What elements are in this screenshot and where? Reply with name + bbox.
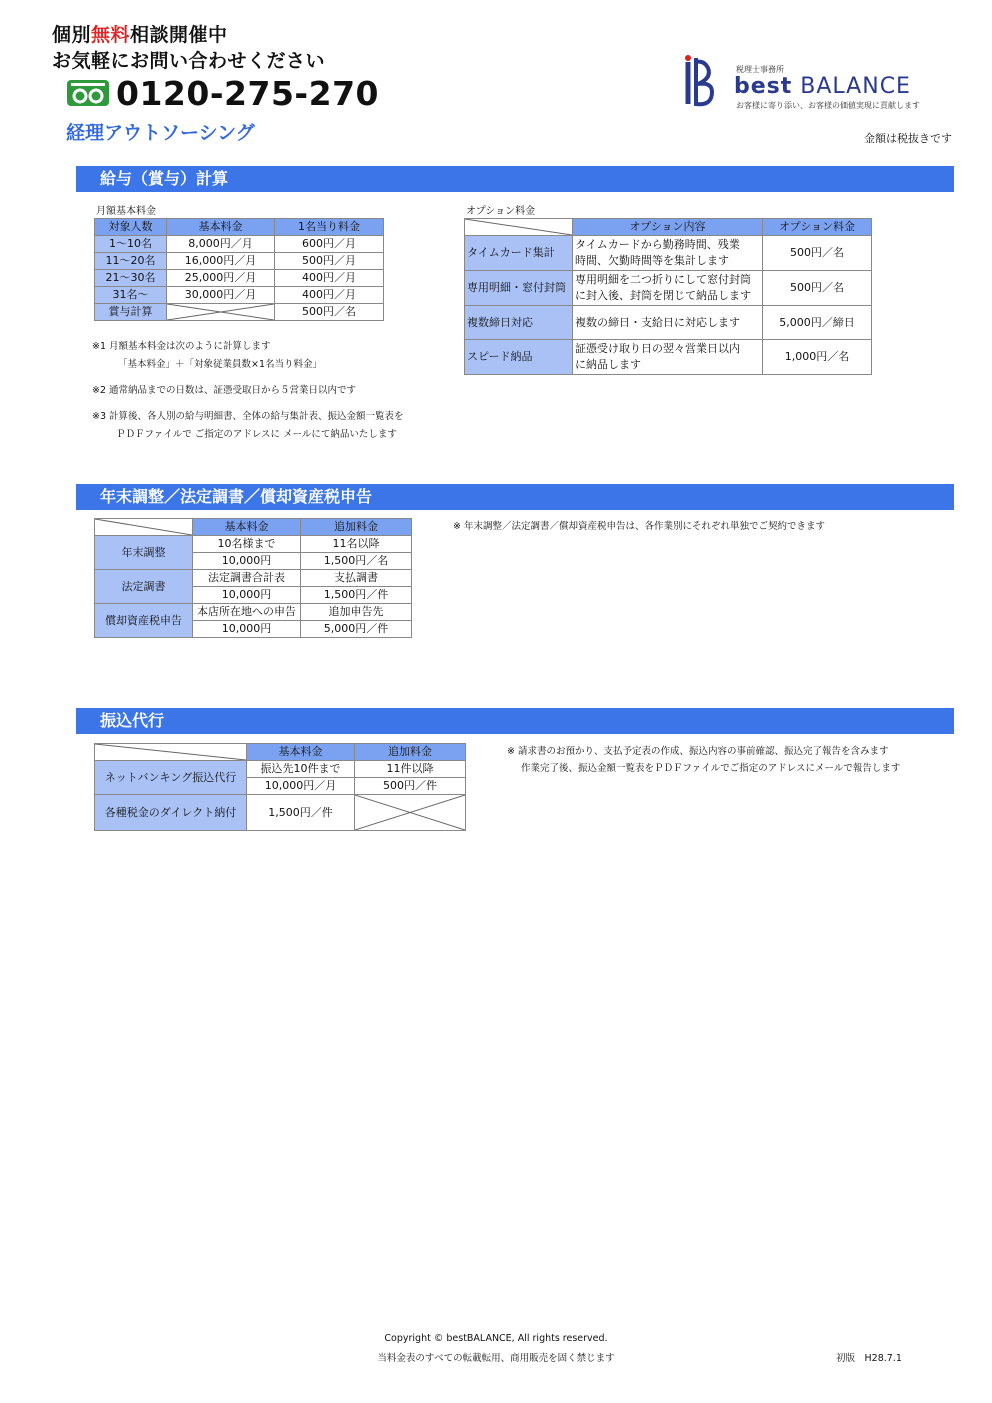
corner-cell	[95, 744, 247, 761]
yearend-fee-table	[94, 518, 412, 638]
table-cell: 1,500円／名	[301, 553, 412, 570]
table-cell: 1～10名	[95, 236, 167, 253]
table-header: 対象人数	[95, 219, 167, 236]
headline-free-consult	[52, 22, 228, 48]
logo-mark-icon	[682, 54, 722, 112]
table-row	[95, 253, 384, 270]
table-cell: 複数締日対応	[465, 306, 573, 340]
table-header: オプション内容	[573, 219, 763, 236]
footer-version: 初版 H28.7.1	[836, 1353, 902, 1364]
headline-contact: お気軽にお問い合わせください	[52, 50, 326, 72]
table-cell: 複数の締日・支給日に対応します	[573, 306, 763, 340]
table-cell	[573, 236, 763, 271]
table-cell: 5,000円／締日	[763, 306, 872, 340]
table-header: 追加料金	[355, 744, 466, 761]
table-cell: 法定調書合計表	[193, 570, 301, 587]
monthly-fee-table	[94, 218, 384, 321]
note-line: ※1 月額基本料金は次のように計算します	[92, 341, 271, 352]
note-line: ※2 通常納品までの日数は、証憑受取日から５営業日以内です	[92, 385, 357, 396]
table-cell: ネットバンキング振込代行	[95, 761, 247, 795]
payroll-notes	[92, 340, 452, 442]
option-caption: オプション料金	[466, 206, 536, 217]
table-row	[95, 236, 384, 253]
transfer-note-2: 作業完了後、振込金額一覧表をＰＤＦファイルでご指定のアドレスにメールで報告します	[521, 763, 901, 774]
page-subtitle: 経理アウトソーシング	[66, 122, 255, 144]
table-cell: 500円／名	[763, 271, 872, 306]
section-bar-yearend: 年末調整／法定調書／償却資産税申告	[76, 484, 954, 510]
table-cell: 10,000円	[193, 587, 301, 604]
table-header: オプション料金	[763, 219, 872, 236]
table-cell: 11～20名	[95, 253, 167, 270]
table-cell: 500円／名	[275, 304, 384, 321]
table-header: 追加料金	[301, 519, 412, 536]
option-fee-table	[464, 218, 872, 375]
table-cell: 1,000円／名	[763, 340, 872, 375]
empty-cell-crossed	[355, 795, 466, 831]
headline-free-text: 無料	[91, 24, 131, 46]
table-header: 基本料金	[167, 219, 275, 236]
table-row	[95, 570, 412, 587]
logo-name-bold: best	[734, 74, 793, 99]
transfer-fee-table	[94, 743, 466, 831]
table-row	[95, 304, 384, 321]
table-row	[95, 287, 384, 304]
table-cell: 法定調書	[95, 570, 193, 604]
table-header-row	[95, 744, 466, 761]
table-cell: 400円／月	[275, 287, 384, 304]
note-line: ※3 計算後、各人別の給与明細書、全体の給与集計表、振込金額一覧表を	[92, 411, 404, 422]
headline-part: 個別	[52, 24, 92, 46]
freedial-icon	[66, 79, 110, 107]
section-bar-transfer: 振込代行	[76, 708, 954, 734]
desc-line: 証憑受け取り日の翌々営業日以内	[575, 342, 740, 355]
table-cell: 500円／件	[355, 778, 466, 795]
table-cell: 10,000円	[193, 553, 301, 570]
table-cell: 10名様まで	[193, 536, 301, 553]
table-cell: 11名以降	[301, 536, 412, 553]
company-logo	[682, 54, 932, 114]
table-cell: 8,000円／月	[167, 236, 275, 253]
desc-line: 時間、欠勤時間等を集計します	[575, 254, 729, 267]
table-row	[465, 271, 872, 306]
transfer-note-1: ※ 請求書のお預かり、支払予定表の作成、振込内容の事前確認、振込完了報告を含みます	[507, 746, 889, 757]
table-cell: 追加申告先	[301, 604, 412, 621]
table-cell: 10,000円	[193, 621, 301, 638]
table-cell: 支払調書	[301, 570, 412, 587]
table-row	[95, 761, 466, 778]
desc-line: に納品します	[575, 358, 641, 371]
logo-name	[734, 74, 911, 99]
table-cell: 1,500円／件	[247, 795, 355, 831]
table-header-row	[465, 219, 872, 236]
table-cell: 年末調整	[95, 536, 193, 570]
desc-line: タイムカードから勤務時間、残業	[575, 238, 740, 251]
footer-notice: 当料金表のすべての転載転用、商用販売を固く禁じます	[377, 1353, 615, 1364]
table-cell: 25,000円／月	[167, 270, 275, 287]
table-row	[95, 604, 412, 621]
headline-part: 相談開催中	[130, 24, 228, 46]
table-row	[95, 795, 466, 831]
table-cell: 本店所在地への申告	[193, 604, 301, 621]
table-cell: 400円／月	[275, 270, 384, 287]
table-cell: 31名～	[95, 287, 167, 304]
empty-cell-crossed	[167, 304, 275, 321]
table-cell: 11件以降	[355, 761, 466, 778]
table-cell: 1,500円／件	[301, 587, 412, 604]
table-cell: 500円／月	[275, 253, 384, 270]
corner-cell	[95, 519, 193, 536]
table-cell: 専用明細・窓付封筒	[465, 271, 573, 306]
desc-line: に封入後、封筒を閉じて納品します	[575, 289, 751, 302]
table-cell: タイムカード集計	[465, 236, 573, 271]
footer-copyright: Copyright © bestBALANCE, All rights reserved.	[384, 1333, 608, 1344]
table-row	[95, 270, 384, 287]
table-cell: 賞与計算	[95, 304, 167, 321]
table-header: 基本料金	[247, 744, 355, 761]
table-header-row	[95, 219, 384, 236]
table-cell	[573, 340, 763, 375]
table-row	[465, 340, 872, 375]
table-cell: 16,000円／月	[167, 253, 275, 270]
note-line: ＰＤＦファイルで ご指定のアドレスに メールにて納品いたします	[116, 429, 397, 440]
table-cell: 21～30名	[95, 270, 167, 287]
table-cell: 振込先10件まで	[247, 761, 355, 778]
logo-office: 税理士事務所	[736, 65, 784, 74]
table-cell: 償却資産税申告	[95, 604, 193, 638]
logo-name-rest: BALANCE	[800, 74, 911, 99]
tax-note: 金額は税抜きです	[864, 132, 952, 145]
table-cell: 10,000円／月	[247, 778, 355, 795]
yearend-note: ※ 年末調整／法定調書／償却資産税申告は、各作業別にそれぞれ単独でご契約できます	[453, 521, 825, 532]
table-cell: 各種税金のダイレクト納付	[95, 795, 247, 831]
table-row	[95, 536, 412, 553]
table-cell: 30,000円／月	[167, 287, 275, 304]
table-cell: 600円／月	[275, 236, 384, 253]
logo-tagline: お客様に寄り添い、お客様の価値実現に貢献します	[736, 101, 920, 110]
table-row	[465, 306, 872, 340]
phone-number[interactable]: 0120-275-270	[116, 74, 380, 113]
corner-cell	[465, 219, 573, 236]
table-cell: スピード納品	[465, 340, 573, 375]
desc-line: 専用明細を二つ折りにして窓付封筒	[575, 273, 751, 286]
table-cell	[573, 271, 763, 306]
note-line: 「基本料金」＋「対象従業員数×1名当り料金」	[118, 359, 323, 370]
section-bar-payroll: 給与（賞与）計算	[76, 166, 954, 192]
monthly-caption: 月額基本料金	[96, 206, 156, 217]
table-header-row	[95, 519, 412, 536]
table-cell: 500円／名	[763, 236, 872, 271]
table-cell: 5,000円／件	[301, 621, 412, 638]
table-header: 1名当り料金	[275, 219, 384, 236]
table-row	[465, 236, 872, 271]
table-header: 基本料金	[193, 519, 301, 536]
